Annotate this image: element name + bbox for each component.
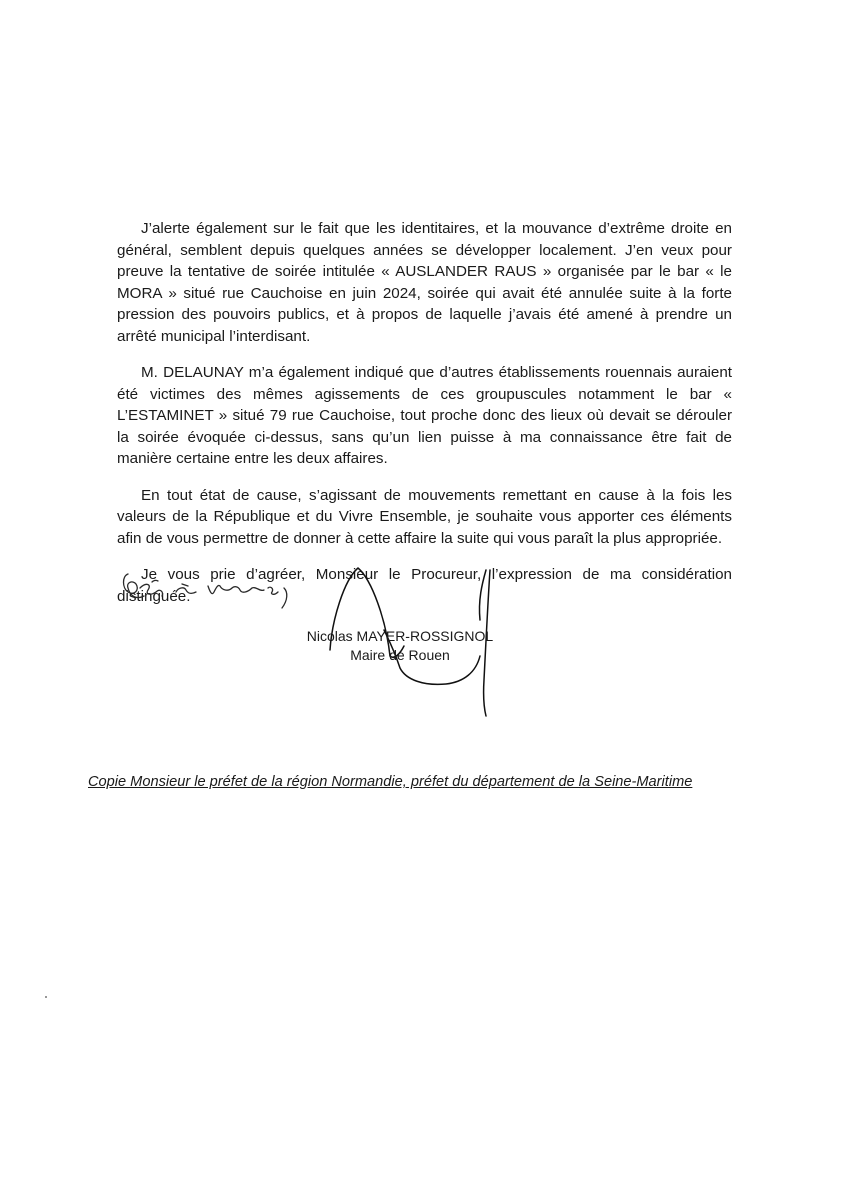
paragraph-extreme-right: J’alerte également sur le fait que les identitaires, et la mouvance d’extrême droite en général, semblent depuis quelques années se développer localement. J’en veux pour preuve la tentative de soirée intitulée « AUSLANDER RAUS » organisée par le bar « le MORA » situé rue Cauchoise en juin 2024, soirée qui avait été annulée suite à la forte pression des pouvoirs publics, et à propos de laquelle j’avais été amené à prendre un arrêté municipal l’interdisant. [117,220,732,345]
signatory-name: Nicolas MAYER-ROSSIGNOL [306,628,494,644]
letter-body [117,218,732,607]
paragraph-conclusion: En tout état de cause, s’agissant de mouvements remettant en cause à la fois les valeurs de la République et du Vivre Ensemble, je souhaite vous apporter ces éléments afin de vous permettre de donner à cette affaire la suite qui vous paraît la plus appropriée. [117,486,732,547]
paragraph-estaminet: M. DELAUNAY m’a également indiqué que d’autres établissements rouennais auraient été victimes des mêmes agissements de ces groupuscules notamment le bar « L’ESTAMINET » situé 79 rue Cauchoise, tout proche donc des lieux où devait se dérouler la soirée évoquée ci-dessus, sans qu’un lien puisse à ma connaissance être fait de manière certaine entre les deux affaires. [117,364,732,467]
paragraph-closing: Je vous prie d’agréer, Monsieur le Procureur, l’expression de ma considération distinguée. [117,566,732,605]
scan-speck [45,996,47,998]
signatory-block [250,627,550,665]
signatory-title: Maire de Rouen [350,647,450,663]
handwritten-closing [118,562,318,612]
copy-recipient-line: Copie Monsieur le préfet de la région Normandie, préfet du département de la Seine-Maritime [88,774,693,790]
